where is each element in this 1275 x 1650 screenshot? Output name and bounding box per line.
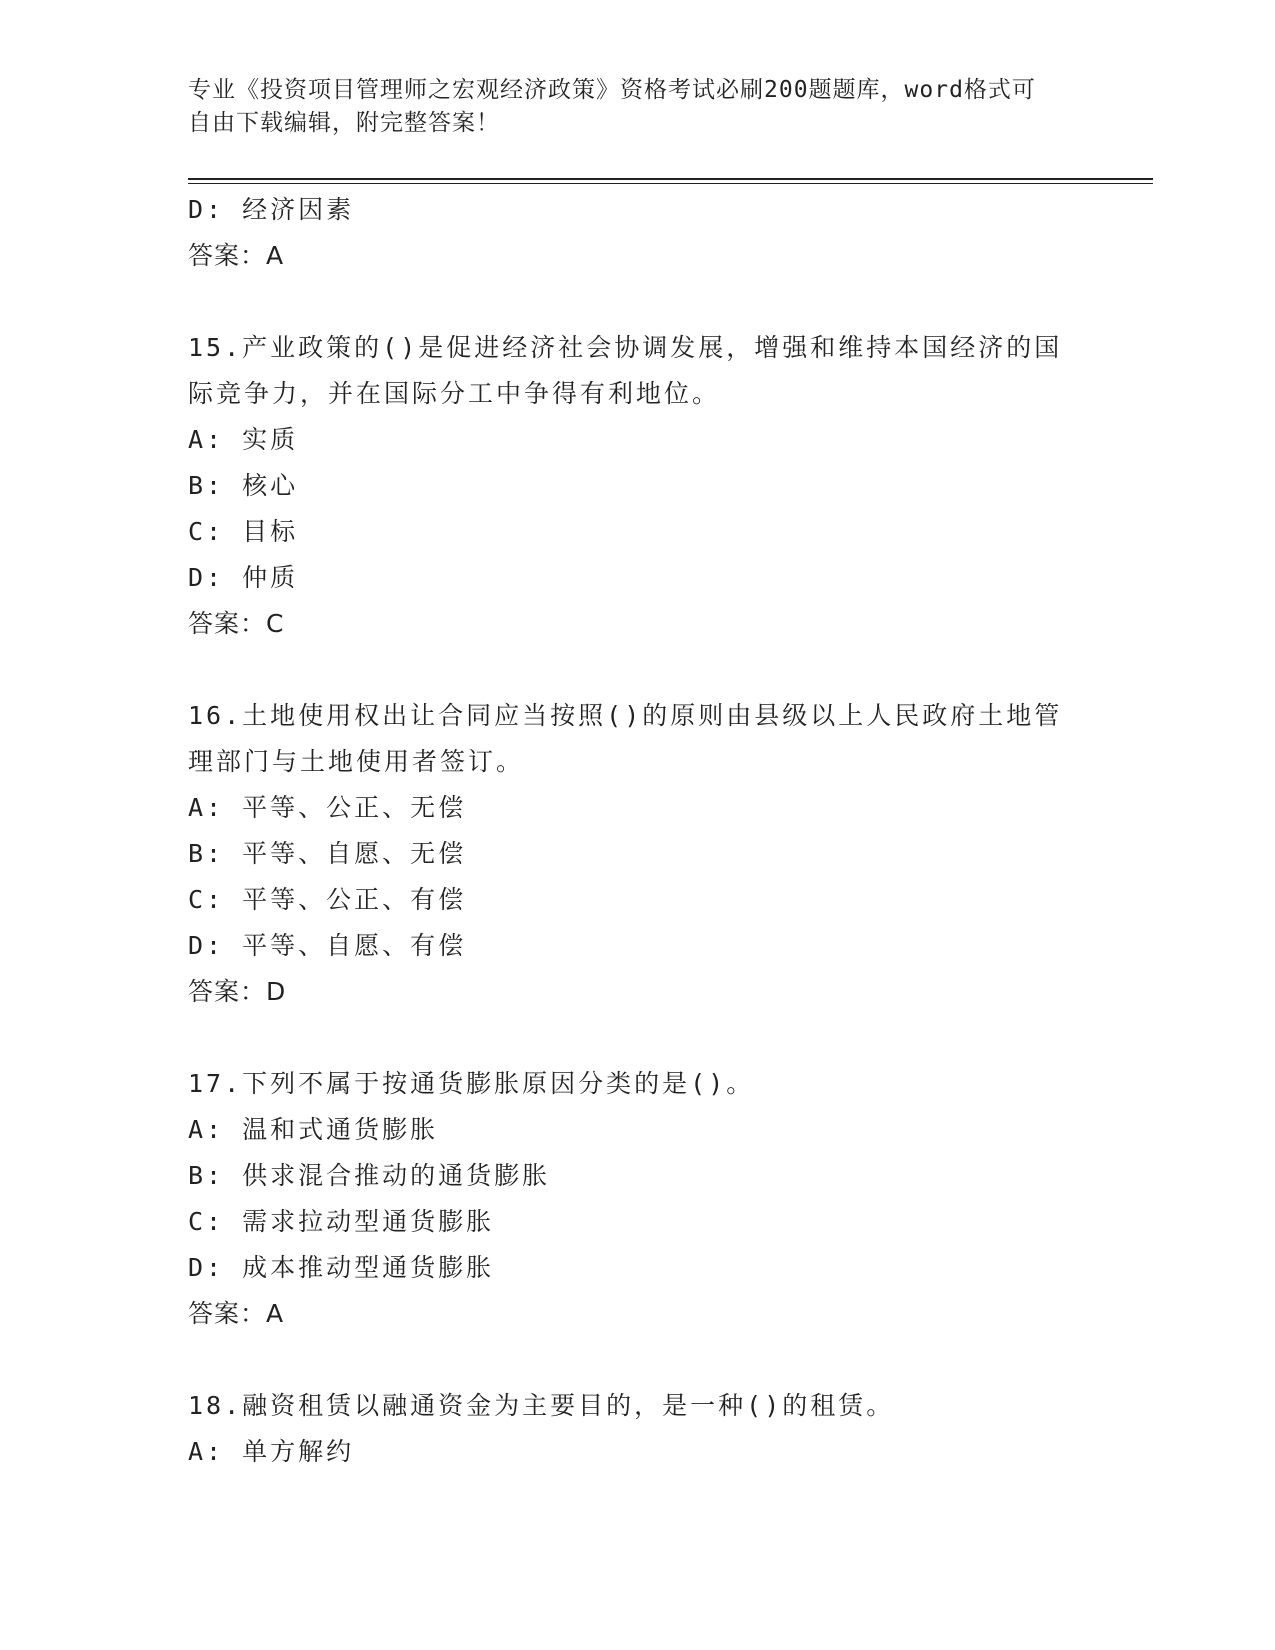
question-16-option-c: C: 平等、公正、有偿 xyxy=(188,885,467,914)
question-15-option-a: A: 实质 xyxy=(188,425,299,454)
question-17 xyxy=(188,1061,1088,1337)
question-15-option-c: C: 目标 xyxy=(188,517,299,546)
prev-option-d: D: 经济因素 xyxy=(188,195,355,224)
question-15-stem-line-2: 际竞争力，并在国际分工中争得有利地位。 xyxy=(188,379,721,408)
question-15-option-d: D: 仲质 xyxy=(188,563,299,592)
question-17-option-b: B: 供求混合推动的通货膨胀 xyxy=(188,1161,551,1190)
spacer xyxy=(188,1337,1088,1383)
question-16-option-b: B: 平等、自愿、无偿 xyxy=(188,839,467,868)
question-16-stem-line-1: 16.土地使用权出让合同应当按照()的原则由县级以上人民政府土地管 xyxy=(188,701,1063,730)
question-16-answer: 答案：D xyxy=(188,977,287,1006)
spacer xyxy=(188,647,1088,693)
question-16-stem-line-2: 理部门与土地使用者签订。 xyxy=(188,747,525,776)
page-header xyxy=(188,74,1088,140)
question-15-option-b: B: 核心 xyxy=(188,471,299,500)
question-17-option-d: D: 成本推动型通货膨胀 xyxy=(188,1253,495,1282)
question-list xyxy=(188,187,1088,1475)
header-title-line-2: 自由下载编辑，附完整答案！ xyxy=(188,110,500,136)
question-17-option-a: A: 温和式通货膨胀 xyxy=(188,1115,439,1144)
spacer xyxy=(188,1015,1088,1061)
question-16-option-d: D: 平等、自愿、有偿 xyxy=(188,931,467,960)
prev-answer: 答案：A xyxy=(188,241,285,270)
question-17-answer: 答案：A xyxy=(188,1299,285,1328)
spacer xyxy=(188,279,1088,325)
question-17-option-c: C: 需求拉动型通货膨胀 xyxy=(188,1207,495,1236)
question-17-stem-line-1: 17.下列不属于按通货膨胀原因分类的是()。 xyxy=(188,1069,755,1098)
question-16-option-a: A: 平等、公正、无偿 xyxy=(188,793,467,822)
question-16 xyxy=(188,693,1088,1015)
question-18-stem-line-1: 18.融资租赁以融通资金为主要目的，是一种()的租赁。 xyxy=(188,1391,895,1420)
header-divider xyxy=(188,178,1153,184)
question-18 xyxy=(188,1383,1088,1475)
question-15-stem-line-1: 15.产业政策的()是促进经济社会协调发展，增强和维持本国经济的国 xyxy=(188,333,1063,362)
question-15 xyxy=(188,325,1088,647)
question-15-answer: 答案：C xyxy=(188,609,285,638)
header-title-line-1: 专业《投资项目管理师之宏观经济政策》资格考试必刷200题题库，word格式可 xyxy=(188,77,1036,103)
question-18-option-a: A: 单方解约 xyxy=(188,1437,355,1466)
